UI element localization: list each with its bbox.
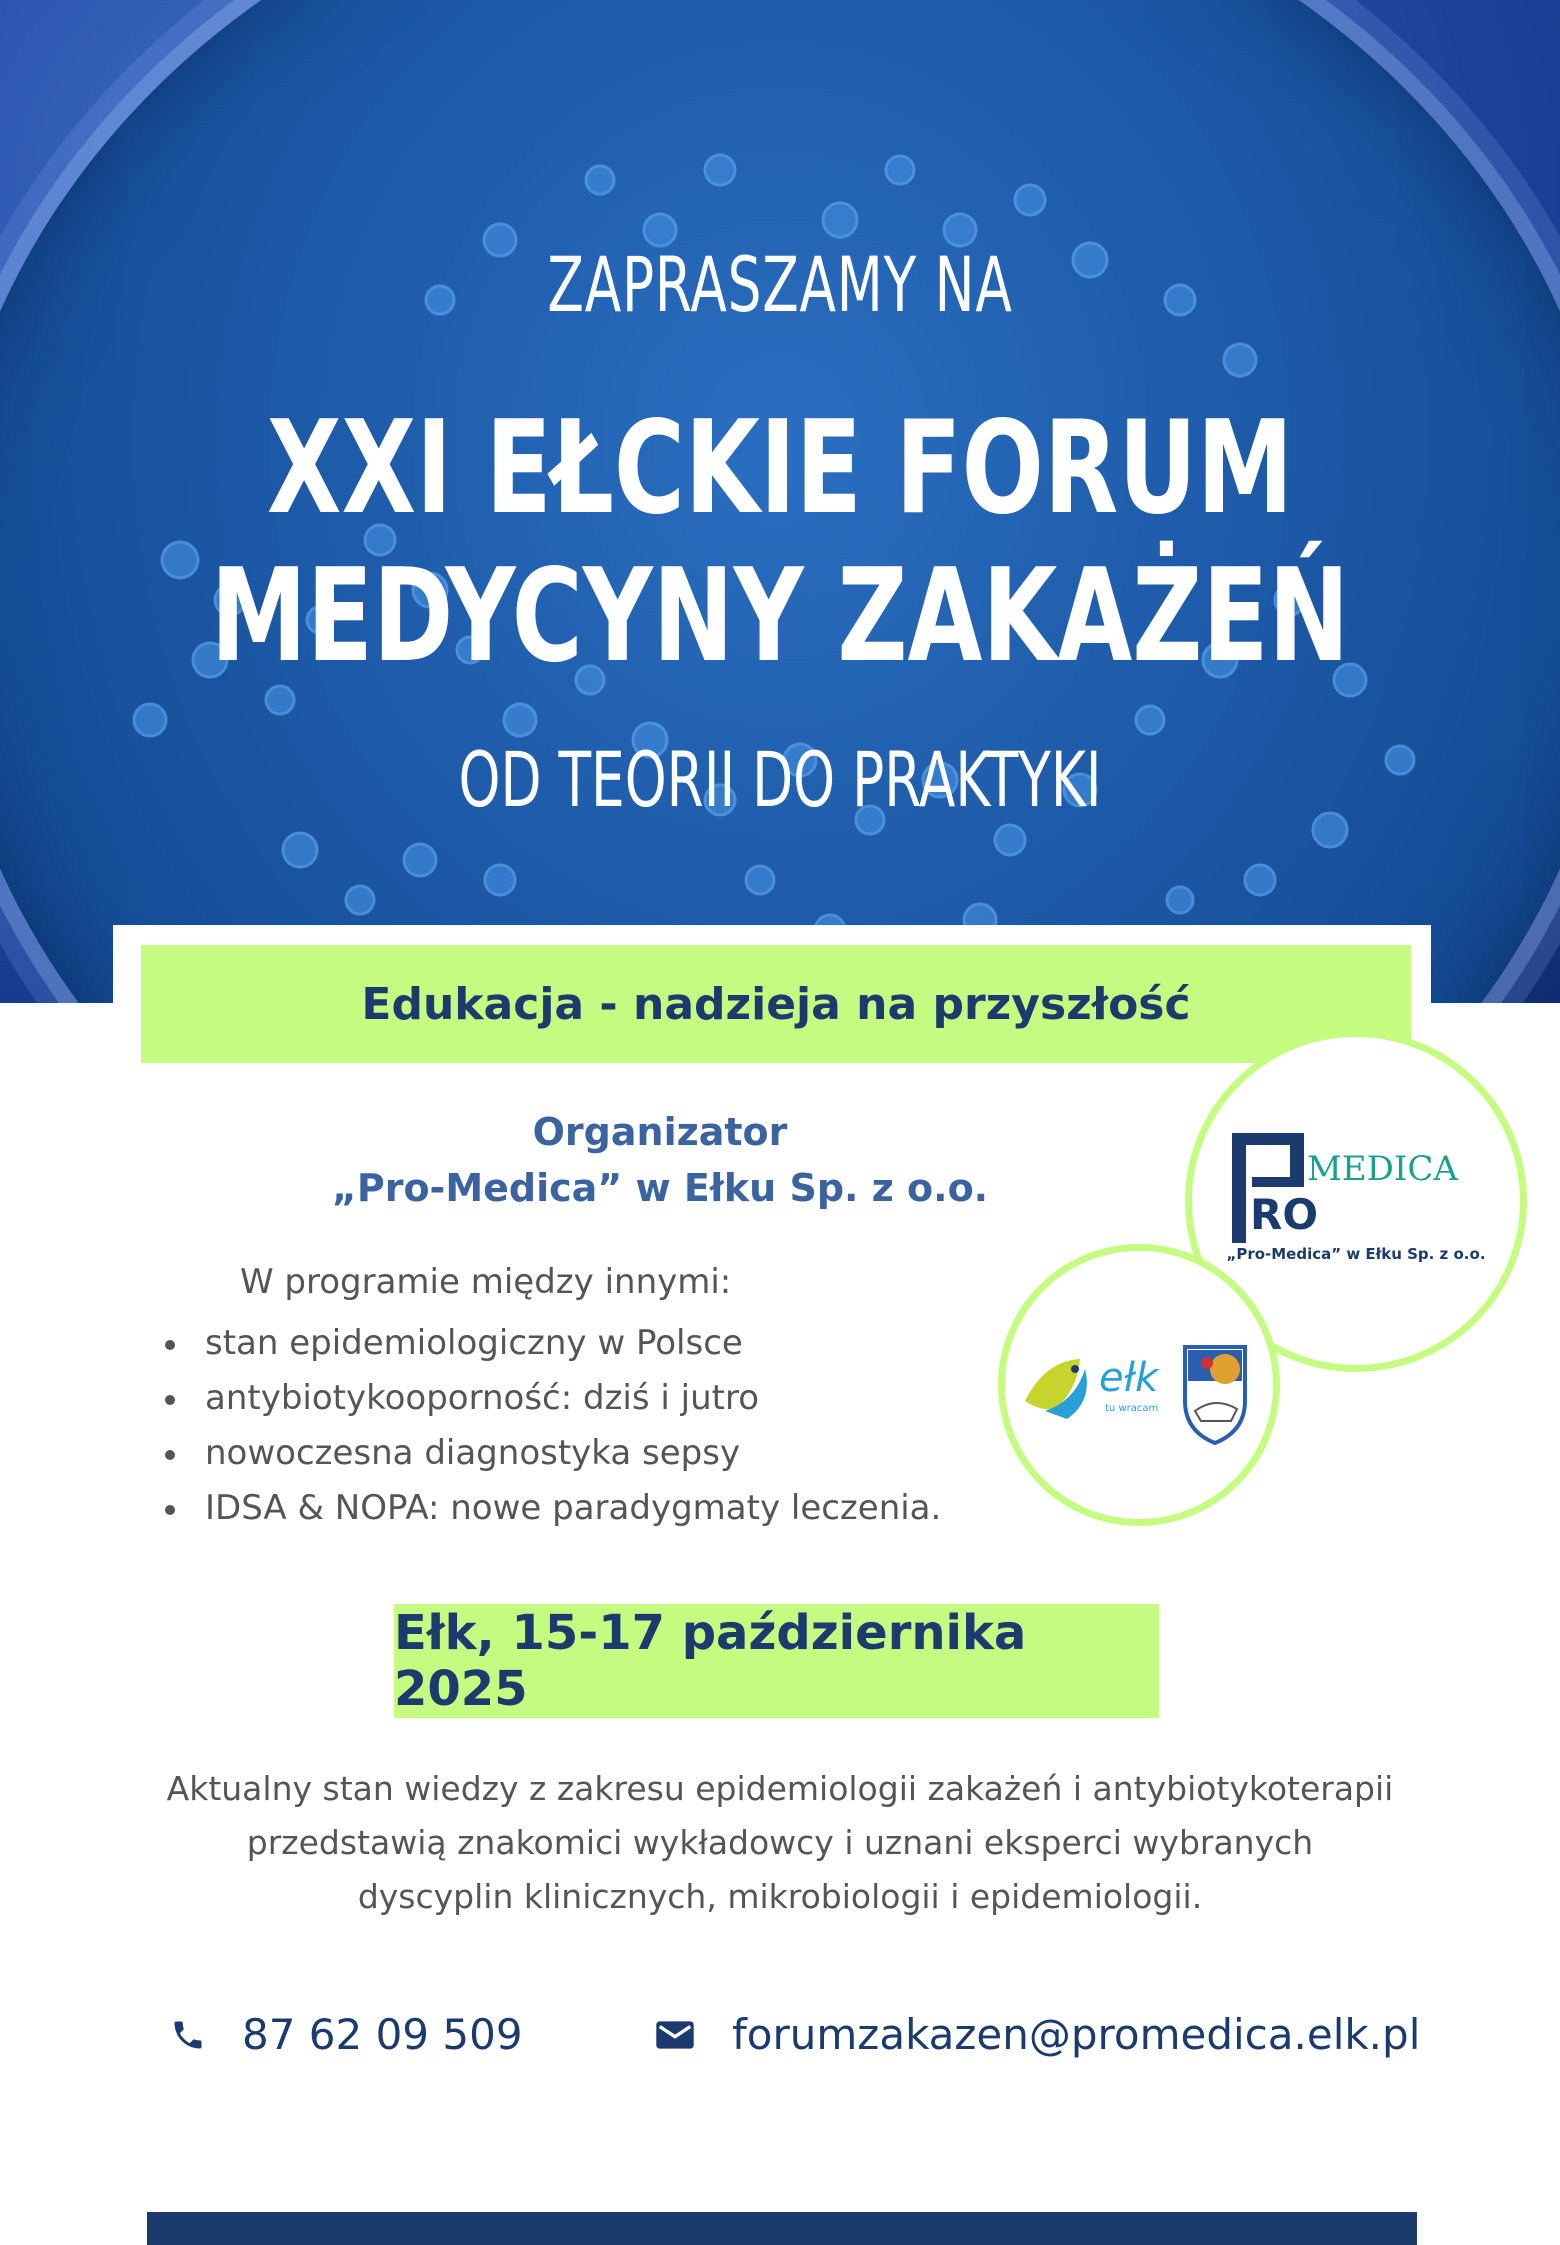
pre-title: ZAPRASZAMY NA: [547, 240, 1013, 329]
contact-email[interactable]: [654, 2010, 1420, 2059]
email-address[interactable]: forumzakazen@promedica.elk.pl: [732, 2010, 1421, 2059]
elk-logo-tagline: tu wracam: [1105, 1403, 1159, 1414]
event-subtitle: OD TEORII DO PRAKTYKI: [458, 735, 1102, 824]
program-list: [160, 1316, 941, 1536]
description-line: Aktualny stan wiedzy z zakresu epidemiologii zakażeń i antybiotykoterapii: [166, 1769, 1394, 1808]
event-title-line2: MEDYCYNY ZAKAŻEŃ: [210, 542, 1350, 691]
program-item: antybiotykooporność: dziś i jutro: [160, 1371, 941, 1426]
elk-logo-mark: [1005, 1251, 1273, 1519]
phone-number[interactable]: 87 62 09 509: [242, 2010, 523, 2059]
event-date: Ełk, 15-17 października 2025: [394, 1605, 1027, 1717]
motto-text: Edukacja - nadzieja na przyszłość: [361, 978, 1191, 1030]
footer-bar: [147, 2212, 1417, 2245]
event-date-box: [394, 1604, 1159, 1718]
description-line: przedstawią znakomici wykładowcy i uznani eksperci wybranych: [246, 1823, 1314, 1862]
event-description: [100, 1762, 1460, 1924]
contact-phone[interactable]: [170, 2010, 523, 2059]
program-item: nowoczesna diagnostyka sepsy: [160, 1426, 941, 1481]
elk-city-logo: [998, 1244, 1280, 1526]
event-title: [125, 395, 1435, 691]
organizer-name: „Pro-Medica” w Ełku Sp. z o.o.: [331, 1166, 989, 1210]
promedica-logo-caption: „Pro-Medica” w Ełku Sp. z o.o.: [1226, 1245, 1486, 1263]
description-line: dyscyplin klinicznych, mikrobiologii i epidemiologii.: [357, 1877, 1203, 1916]
elk-logo-text: ełk: [1099, 1355, 1159, 1401]
phone-icon: [170, 2017, 206, 2053]
envelope-icon: [654, 2018, 696, 2052]
promedica-logo-medica: MEDICA: [1307, 1149, 1458, 1189]
promedica-logo-ro: RO: [1250, 1190, 1319, 1239]
organizer-label: Organizator: [532, 1110, 788, 1154]
event-title-line1: XXI EŁCKIE FORUM: [266, 394, 1294, 543]
program-intro: W programie między innymi:: [240, 1262, 732, 1302]
program-item: stan epidemiologiczny w Polsce: [160, 1316, 941, 1371]
program-item: IDSA & NOPA: nowe paradygmaty leczenia.: [160, 1481, 941, 1536]
